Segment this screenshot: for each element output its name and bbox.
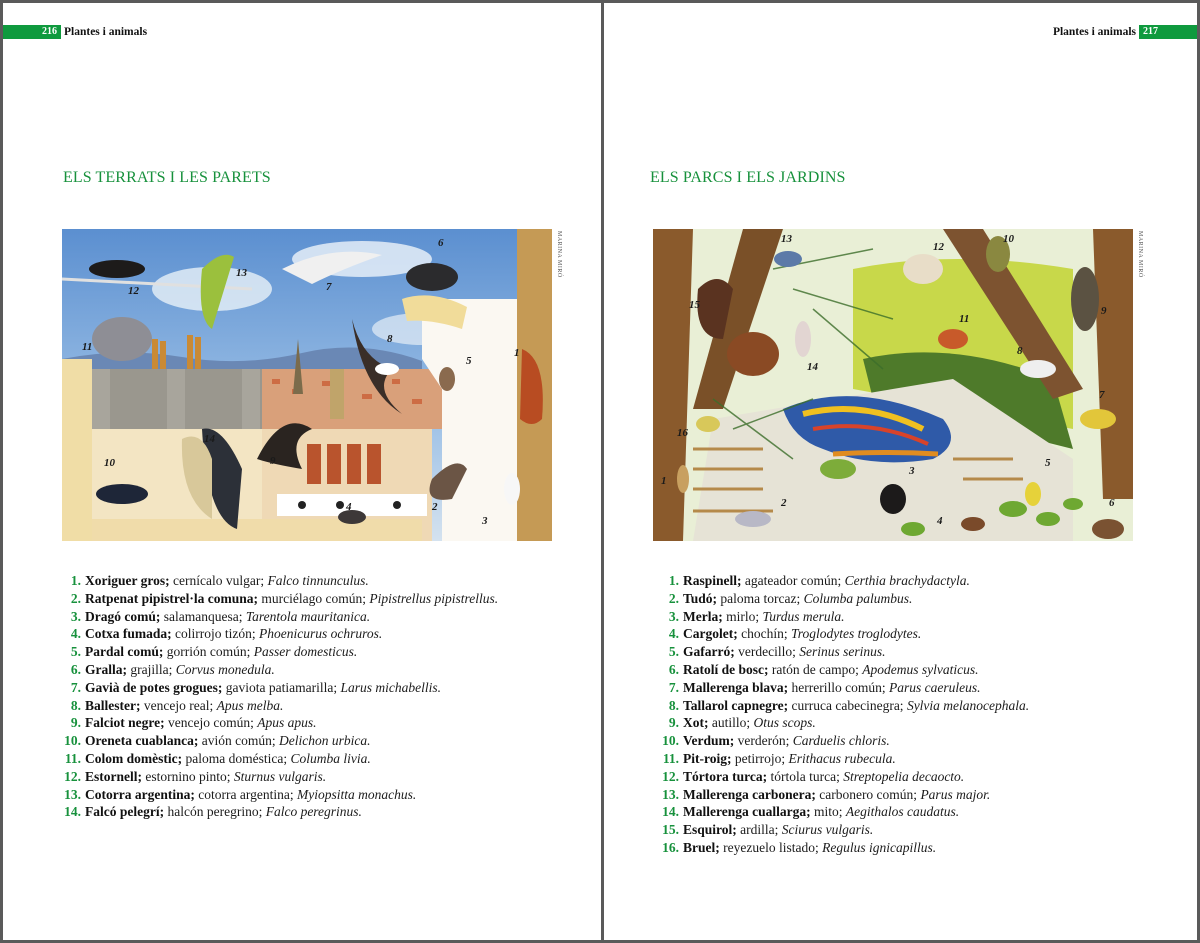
- species-number: 7.: [668, 679, 679, 695]
- illustration-marker: 8: [1017, 345, 1023, 357]
- species-number: 13.: [64, 786, 81, 802]
- catalan-name: Raspinell;: [683, 573, 742, 588]
- right-page: [604, 3, 1197, 940]
- illustration-marker: 13: [236, 267, 247, 279]
- spanish-name: halcón peregrino;: [164, 804, 266, 820]
- species-item: [659, 643, 1029, 661]
- illustration-marker: 5: [1045, 457, 1051, 469]
- illustration-marker: 15: [689, 299, 700, 311]
- species-item: [61, 803, 498, 821]
- latin-name: Phoenicurus ochruros.: [258, 626, 383, 642]
- spanish-name: paloma doméstica;: [182, 750, 291, 766]
- illustration-marker: 6: [438, 237, 444, 249]
- spanish-name: ratón de campo;: [768, 661, 863, 677]
- catalan-name: Mallerenga cuallarga;: [683, 804, 811, 820]
- latin-name: Erithacus rubecula.: [788, 750, 896, 766]
- spanish-name: herrerillo común;: [788, 679, 889, 695]
- illustration-marker: 14: [204, 433, 215, 445]
- catalan-name: Ratolí de bosc;: [683, 661, 769, 677]
- catalan-name: Tudó;: [683, 590, 718, 606]
- species-item: [659, 697, 1029, 715]
- spanish-name: murciélago común;: [258, 590, 370, 606]
- species-item: [61, 679, 498, 697]
- catalan-name: Pardal comú;: [85, 644, 164, 660]
- species-number: 13.: [662, 786, 679, 802]
- species-item: [61, 768, 498, 786]
- species-number: 14.: [64, 804, 81, 820]
- species-number: 6.: [668, 661, 679, 677]
- species-item: [61, 643, 498, 661]
- illustration-marker: 1: [661, 475, 667, 487]
- latin-name: Passer domesticus.: [253, 644, 358, 660]
- latin-name: Streptopelia decaocto.: [843, 768, 965, 784]
- latin-name: Turdus merula.: [762, 608, 845, 624]
- species-item: [659, 572, 1029, 590]
- parks-watercolor: [653, 229, 1133, 541]
- illustration-marker: 7: [1099, 389, 1105, 401]
- species-number: 9.: [668, 715, 679, 731]
- latin-name: Apus apus.: [257, 715, 317, 731]
- latin-name: Certhia brachydactyla.: [844, 573, 970, 588]
- species-item: [659, 608, 1029, 626]
- catalan-name: Mallerenga carbonera;: [683, 786, 816, 802]
- species-item: [61, 750, 498, 768]
- catalan-name: Falcó pelegrí;: [85, 804, 165, 820]
- illustration-marker: 2: [432, 501, 438, 513]
- latin-name: Larus michabellis.: [340, 679, 441, 695]
- catalan-name: Cotorra argentina;: [85, 786, 195, 802]
- spanish-name: ardilla;: [736, 822, 782, 838]
- illustration-marker: 1: [514, 347, 520, 359]
- catalan-name: Gralla;: [85, 661, 127, 677]
- latin-name: Aegithalos caudatus.: [845, 804, 960, 820]
- spanish-name: colirrojo tizón;: [171, 626, 259, 642]
- species-number: 10.: [64, 733, 81, 749]
- latin-name: Columba palumbus.: [803, 590, 913, 606]
- catalan-name: Cotxa fumada;: [85, 626, 172, 642]
- species-number: 4.: [668, 626, 679, 642]
- illustration-marker: 9: [1101, 305, 1107, 317]
- species-item: [659, 732, 1029, 750]
- section-title: ELS TERRATS I LES PARETS: [63, 169, 271, 186]
- spanish-name: chochín;: [737, 626, 791, 642]
- catalan-name: Ratpenat pipistrel·la comuna;: [85, 590, 259, 606]
- illustration-marker: 16: [677, 427, 688, 439]
- spanish-name: cernícalo vulgar;: [169, 573, 268, 588]
- illustration-marker: 9: [270, 455, 276, 467]
- species-item: [659, 786, 1029, 804]
- latin-name: Regulus ignicapillus.: [822, 839, 937, 855]
- species-item: [659, 679, 1029, 697]
- species-item: [61, 697, 498, 715]
- spanish-name: cotorra argentina;: [194, 786, 297, 802]
- illustration-marker: 5: [466, 355, 472, 367]
- catalan-name: Pit-roig;: [683, 750, 732, 766]
- latin-name: Otus scops.: [753, 715, 816, 731]
- species-item: [61, 572, 498, 590]
- latin-name: Sturnus vulgaris.: [233, 768, 327, 784]
- catalan-name: Bruel;: [683, 839, 720, 855]
- latin-name: Pipistrellus pipistrellus.: [369, 590, 499, 606]
- running-head: Plantes i animals: [1052, 26, 1136, 38]
- species-item: [61, 608, 498, 626]
- latin-name: Apus melba.: [216, 697, 284, 713]
- species-number: 2.: [668, 590, 679, 606]
- illustration-marker: 12: [933, 241, 944, 253]
- species-item: [659, 768, 1029, 786]
- species-number: 1.: [70, 573, 81, 588]
- spanish-name: mirlo;: [722, 608, 763, 624]
- species-item: [659, 661, 1029, 679]
- page-number-tab: 216: [3, 25, 61, 39]
- species-list: [61, 572, 498, 821]
- spanish-name: autillo;: [708, 715, 754, 731]
- spanish-name: reyezuelo listado;: [719, 839, 823, 855]
- left-page: [3, 3, 601, 940]
- catalan-name: Merla;: [683, 608, 723, 624]
- species-number: 1.: [668, 573, 679, 588]
- catalan-name: Falciot negre;: [85, 715, 165, 731]
- illustration-marker: 3: [909, 465, 915, 477]
- illustration-credit: MARINA MIRÓ: [556, 231, 562, 278]
- illustration-marker: 4: [346, 501, 352, 513]
- species-number: 2.: [70, 590, 81, 606]
- illustration-marker: 7: [326, 281, 332, 293]
- catalan-name: Xoriguer gros;: [85, 573, 170, 588]
- latin-name: Sylvia melanocephala.: [906, 697, 1030, 713]
- illustration-marker: 6: [1109, 497, 1115, 509]
- species-item: [659, 750, 1029, 768]
- spanish-name: gorrión común;: [163, 644, 254, 660]
- latin-name: Delichon urbica.: [279, 733, 371, 749]
- spanish-name: agateador común;: [741, 573, 845, 588]
- species-item: [659, 821, 1029, 839]
- latin-name: Tarentola mauritanica.: [245, 608, 371, 624]
- species-number: 11.: [662, 750, 679, 766]
- illustration-marker: 2: [781, 497, 787, 509]
- species-number: 14.: [662, 804, 679, 820]
- species-number: 6.: [70, 661, 81, 677]
- species-number: 10.: [662, 733, 679, 749]
- latin-name: Parus caeruleus.: [888, 679, 981, 695]
- species-number: 7.: [70, 679, 81, 695]
- species-item: [659, 625, 1029, 643]
- latin-name: Carduelis chloris.: [792, 733, 890, 749]
- rooftops-watercolor: [62, 229, 552, 541]
- species-number: 5.: [70, 644, 81, 660]
- spanish-name: grajilla;: [127, 661, 176, 677]
- species-item: [659, 590, 1029, 608]
- species-list: [659, 572, 1029, 857]
- species-item: [61, 661, 498, 679]
- species-number: 5.: [668, 644, 679, 660]
- species-item: [61, 625, 498, 643]
- spanish-name: verdecillo;: [734, 644, 800, 660]
- species-item: [659, 839, 1029, 857]
- section-title: ELS PARCS I ELS JARDINS: [650, 169, 846, 186]
- latin-name: Corvus monedula.: [175, 661, 275, 677]
- species-number: 8.: [668, 697, 679, 713]
- species-number: 15.: [662, 822, 679, 838]
- illustration-marker: 8: [387, 333, 393, 345]
- species-number: 4.: [70, 626, 81, 642]
- species-number: 16.: [662, 839, 679, 855]
- spanish-name: petirrojo;: [731, 750, 789, 766]
- spanish-name: estornino pinto;: [142, 768, 234, 784]
- catalan-name: Mallerenga blava;: [683, 679, 789, 695]
- species-item: [61, 714, 498, 732]
- species-number: 12.: [662, 768, 679, 784]
- spanish-name: tórtola turca;: [767, 768, 844, 784]
- species-number: 11.: [64, 750, 81, 766]
- illustration-marker: 4: [937, 515, 943, 527]
- latin-name: Falco tinnunculus.: [267, 573, 369, 588]
- spanish-name: verderón;: [734, 733, 793, 749]
- latin-name: Columba livia.: [290, 750, 371, 766]
- illustration-marker: 12: [128, 285, 139, 297]
- species-item: [61, 590, 498, 608]
- illustration-credit: MARINA MIRÓ: [1137, 231, 1143, 278]
- illustration-marker: 11: [959, 313, 970, 325]
- species-item: [659, 714, 1029, 732]
- spanish-name: paloma torcaz;: [717, 590, 804, 606]
- catalan-name: Esquirol;: [683, 822, 737, 838]
- illustration-marker: 10: [1003, 233, 1014, 245]
- spanish-name: vencejo real;: [140, 697, 217, 713]
- species-number: 9.: [70, 715, 81, 731]
- latin-name: Apodemus sylvaticus.: [862, 661, 979, 677]
- latin-name: Parus major.: [920, 786, 991, 802]
- catalan-name: Gafarró;: [683, 644, 735, 660]
- illustration-marker: 10: [104, 457, 115, 469]
- catalan-name: Ballester;: [85, 697, 141, 713]
- catalan-name: Verdum;: [683, 733, 735, 749]
- latin-name: Sciurus vulgaris.: [781, 822, 874, 838]
- latin-name: Myiopsitta monachus.: [296, 786, 417, 802]
- illustration-marker: 3: [482, 515, 488, 527]
- species-number: 12.: [64, 768, 81, 784]
- catalan-name: Dragó comú;: [85, 608, 161, 624]
- latin-name: Serinus serinus.: [799, 644, 886, 660]
- catalan-name: Tórtora turca;: [683, 768, 768, 784]
- catalan-name: Tallarol capnegre;: [683, 697, 789, 713]
- catalan-name: Colom domèstic;: [85, 750, 183, 766]
- spanish-name: salamanquesa;: [160, 608, 246, 624]
- spanish-name: carbonero común;: [815, 786, 921, 802]
- catalan-name: Oreneta cuablanca;: [85, 733, 199, 749]
- latin-name: Falco peregrinus.: [265, 804, 362, 820]
- species-number: 3.: [668, 608, 679, 624]
- illustration-parks: [653, 229, 1133, 541]
- latin-name: Troglodytes troglodytes.: [790, 626, 922, 642]
- catalan-name: Estornell;: [85, 768, 142, 784]
- spanish-name: gaviota patiamarilla;: [222, 679, 341, 695]
- illustration-marker: 13: [781, 233, 792, 245]
- species-number: 3.: [70, 608, 81, 624]
- species-item: [61, 732, 498, 750]
- species-number: 8.: [70, 697, 81, 713]
- running-head: Plantes i animals: [64, 26, 148, 38]
- illustration-rooftops: [62, 229, 552, 541]
- species-item: [659, 803, 1029, 821]
- catalan-name: Xot;: [683, 715, 709, 731]
- spanish-name: vencejo común;: [164, 715, 258, 731]
- spanish-name: curruca cabecinegra;: [788, 697, 907, 713]
- illustration-marker: 14: [807, 361, 818, 373]
- spanish-name: avión común;: [198, 733, 279, 749]
- illustration-marker: 11: [82, 341, 93, 353]
- catalan-name: Cargolet;: [683, 626, 738, 642]
- catalan-name: Gavià de potes grogues;: [85, 679, 223, 695]
- species-item: [61, 786, 498, 804]
- page-number-tab: 217: [1139, 25, 1197, 39]
- spanish-name: mito;: [810, 804, 846, 820]
